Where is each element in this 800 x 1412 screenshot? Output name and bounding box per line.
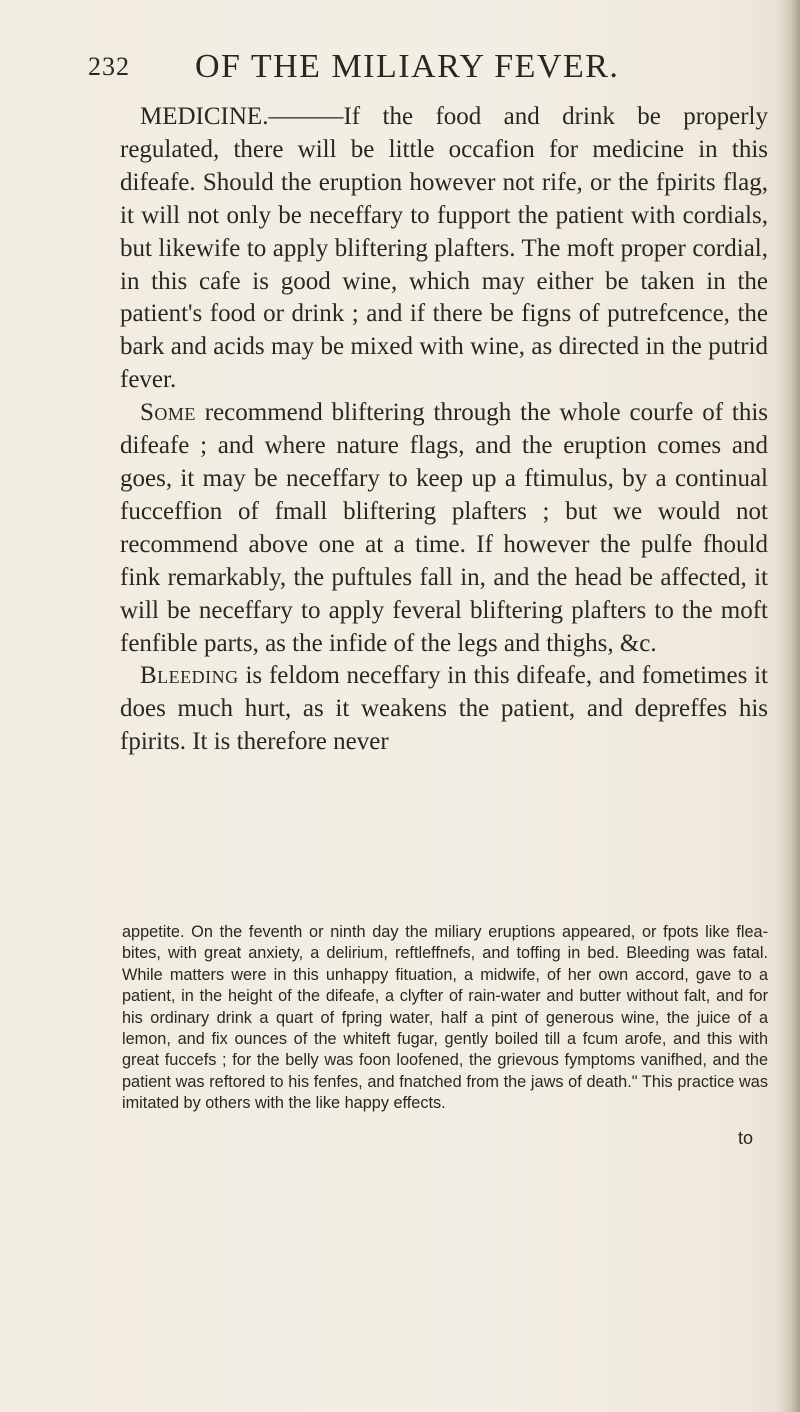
section-heading: MEDICINE. (140, 103, 269, 130)
paragraph-text: is feldom neceffary in this difeafe, and fometimes it does much hurt, as it weakens the patient, and depreffes his fpirits. It is therefore never (120, 662, 769, 756)
paragraph-text: recommend bliftering through the whole courfe of this difeafe ; and where nature flags, and the eruption comes and goes, it may be neceffary to keep up a ftimulus, by a continual fucceffion of fmall bliftering plafters ; but we would not recommend above one at a time. If however the pulfe fhould fink remarkably, the puftules fall in, and the head be affected, it will be neceffary to apply feveral bliftering plafters to the moft fenfible parts, as the infide of the legs and thighs, &c. (120, 399, 769, 657)
paragraph-bleeding (120, 660, 768, 759)
paragraph-lead: Bleeding (140, 662, 239, 690)
paragraph-blistering (120, 397, 768, 660)
page-header (88, 48, 778, 92)
footnote-text: appetite. On the feventh or ninth day the miliary eruptions appeared, or fpots like flea-bites, with great anxiety, a delirium, reftleffnefs, and toffing in bed. Bleeding was fatal. While matters were in this unhappy fituation, a midwife, of her own accord, gave to a patient, in the height of the difeafe, a clyfter of rain-water and butter without falt, and for his ordinary drink a quart of fpring water, half a pint of generous wine, the juice of a lemon, and fix ounces of the whiteft fugar, gently boiled till a fcum arofe, and this with great fuccefs ; for the belly was foon loofened, the grievous fymptoms vanifhed, and the patient was reftored to his fenfes, and fnatched from the jaws of death." This practice was imitated by others with the like happy effects. (122, 923, 768, 1113)
paragraph-text: If the food and drink be properly regulated, there will be little occafion for medicine in this difeafe. Should the eruption however not rife, or the fpirits flag, it will not only be neceffary to fupport the patient with cordials, but likewife to apply bliftering plafters. The moft proper cordial, in this cafe is good wine, which may either be taken in the patient's food or drink ; and if there be figns of putrefcence, the bark and acids may be mixed with wine, as directed in the putrid fever. (120, 103, 768, 394)
running-head: OF THE MILIARY FEVER. (195, 48, 620, 85)
paragraph-lead: Some (140, 399, 196, 427)
body-text (120, 101, 768, 759)
footnote (122, 922, 768, 1115)
catchword: to (738, 1128, 754, 1148)
page-edge-shadow (778, 0, 800, 1412)
page-number: 232 (88, 52, 130, 81)
paragraph-medicine (120, 101, 768, 397)
em-dash: ——— (268, 103, 344, 130)
